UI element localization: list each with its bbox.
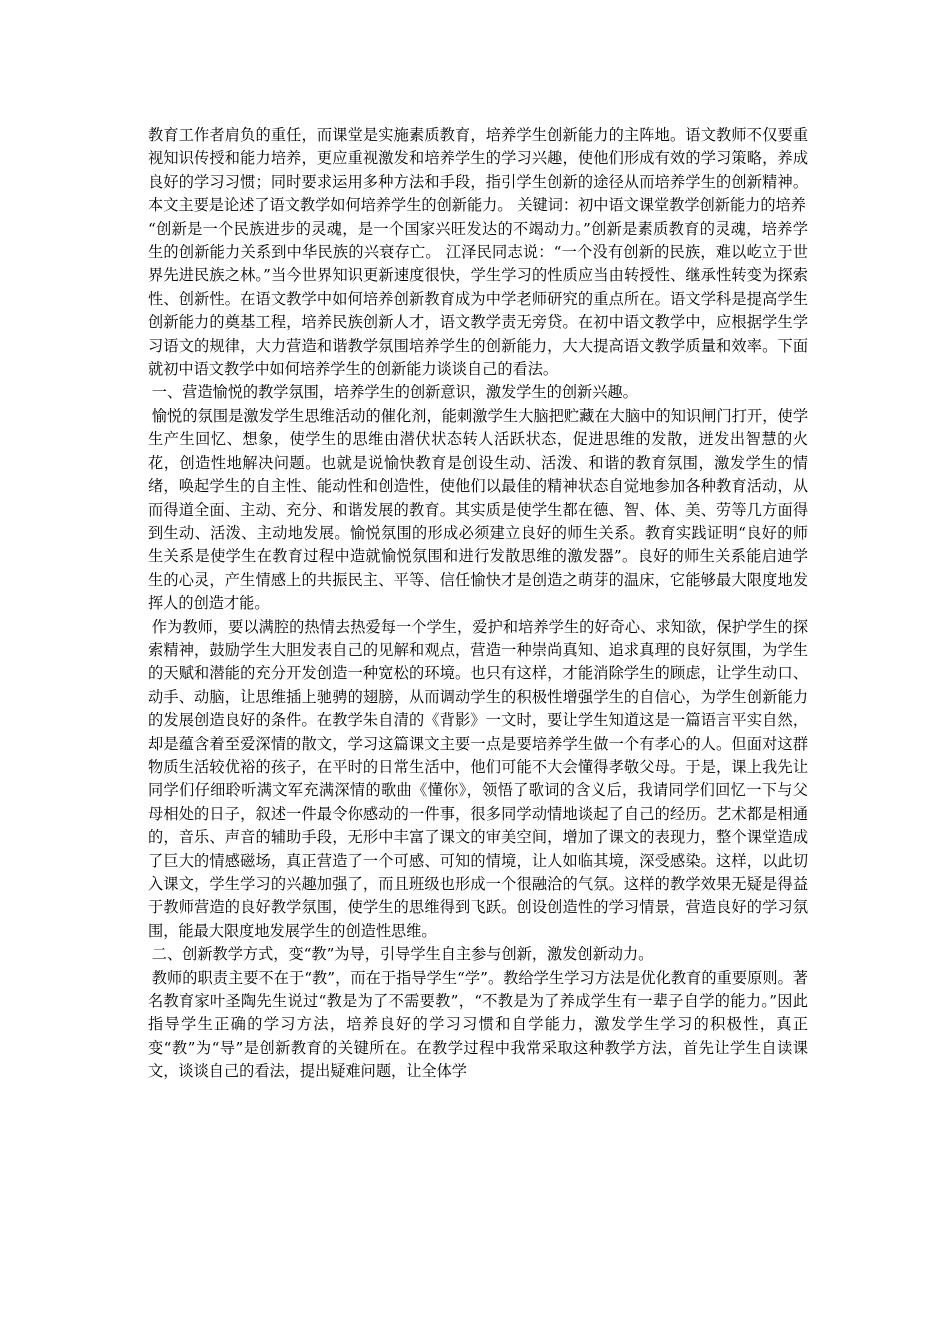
intro-paragraph: “创新是一个民族进步的灵魂，是一个国家兴旺发达的不竭动力。”创新是素质教育的灵魂，培养学生的创新能力关系到中华民族的兴衰存亡。 江泽民同志说：“一个没有创新的民族，难以屹立于世界先进民族之林。”当今世界知识更新速度很快，学生学习的性质应当由转授性、继承性转变为探索性、创新性。在语文教学中如何培养创新教育成为中学老师研究的重点所在。语文学科是提高学生创新能力的奠基工程，培养民族创新人才，语文教学责无旁贷。在初中语文教学中，应根据学生学习语文的规律，大力营造和谐教学氛围培养学生的创新能力，大大提高语文教学质量和效率。下面就初中语文教学中如何培养学生的创新能力谈谈自己的看法。 <box>148 219 808 379</box>
abstract-paragraph: 教育工作者肩负的重任，而课堂是实施素质教育，培养学生创新能力的主阵地。语文教师不仅要重视知识传授和能力培养，更应重视激发和培养学生的学习兴趣，使他们形成有效的学习策略，养成良好的学习习惯；同时要求运用多种方法和手段，指引学生创新的途径从而培养学生的创新精神。本文主要是论述了语文教学如何培养学生的创新能力。 关键词：初中语文课堂教学创新能力的培养 <box>148 126 808 215</box>
section-heading-1: 一、营造愉悦的教学氛围，培养学生的创新意识，激发学生的创新兴趣。 <box>151 383 638 402</box>
section-heading-2: 二、创新教学方式，变“教”为导，引导学生自主参与创新，激发创新动力。 <box>151 945 654 964</box>
body-paragraph-3: 教师的职责主要不在于“教”，而在于指导学生“学”。教给学生学习方法是优化教育的重要原则。著名教育家叶圣陶先生说过“教是为了不需要教”，“不教是为了养成学生有一辈子自学的能力。”因此指导学生正确的学习方法，培养良好的学习习惯和自学能力，激发学生学习的积极性，真正变“教”为“导”是创新教育的关键所在。在教学过程中我常采取这种教学方法，首先让学生自读课文，谈谈自己的看法，提出疑难问题，让全体学 <box>148 968 808 1081</box>
body-paragraph-1: 愉悦的氛围是激发学生思维活动的催化剂，能刺激学生大脑把贮藏在大脑中的知识闸门打开，使学生产生回忆、想象，使学生的思维由潜伏状态转人活跃状态，促进思维的发散，迸发出智慧的火花，创造性地解决问题。也就是说愉快教育是创设生动、活泼、和谐的教育氛围，激发学生的情绪，唤起学生的自主性、能动性和创造性，使他们以最佳的精神状态自觉地参加各种教育活动，从而得道全面、主动、充分、和谐发展的教育。其实质是使学生都在德、智、体、美、劳等几方面得到生动、活泼、主动地发展。愉悦氛围的形成必须建立良好的师生关系。教育实践证明“良好的师生关系是使学生在教育过程中造就愉悦氛围和进行发散思维的激发器”。良好的师生关系能启迪学生的心灵，产生情感上的共振民主、平等、信任愉快才是创造之萌芽的温床，它能够最大限度地发挥人的创造才能。 <box>148 406 808 613</box>
body-paragraph-2: 作为教师，要以满腔的热情去热爱每一个学生，爱护和培养学生的好奇心、求知欲，保护学生的探索精神，鼓励学生大胆发表自己的见解和观点，营造一种崇尚真知、追求真理的良好氛围，为学生的天赋和潜能的充分开发创造一种宽松的环境。也只有这样，才能消除学生的顾虑，让学生动口、动手、动脑，让思维插上驰骋的翅膀，从而调动学生的积极性增强学生的自信心，为学生创新能力的发展创造良好的条件。在教学朱自清的《背影》一文时，要让学生知道这是一篇语言平实自然，却是蕴含着至爱深情的散文，学习这篇课文主要一点是要培养学生做一个有孝心的人。但面对这群物质生活较优裕的孩子，在平时的日常生活中，他们可能不大会懂得孝敬父母。于是，课上我先让同学们仔细聆听满文军充满深情的歌曲《懂你》，领悟了歌词的含义后，我请同学们回忆一下与父母相处的日子，叙述一件最令你感动的一件事，很多同学动情地谈起了自己的经历。艺术都是相通的，音乐、声音的辅助手段，无形中丰富了课文的审美空间，增加了课文的表现力，整个课堂造成了巨大的情感磁场，真正营造了一个可感、可知的情境，让人如临其境，深受感染。这样，以此切入课文，学生学习的兴趣加强了，而且班级也形成一个很融洽的气氛。这样的教学效果无疑是得益于教师营造的良好教学氛围，使学生的思维得到飞跃。创设创造性的学习情景，营造良好的学习氛围，能最大限度地发展学生的创造性思维。 <box>148 617 808 940</box>
document-page <box>148 124 808 1084</box>
